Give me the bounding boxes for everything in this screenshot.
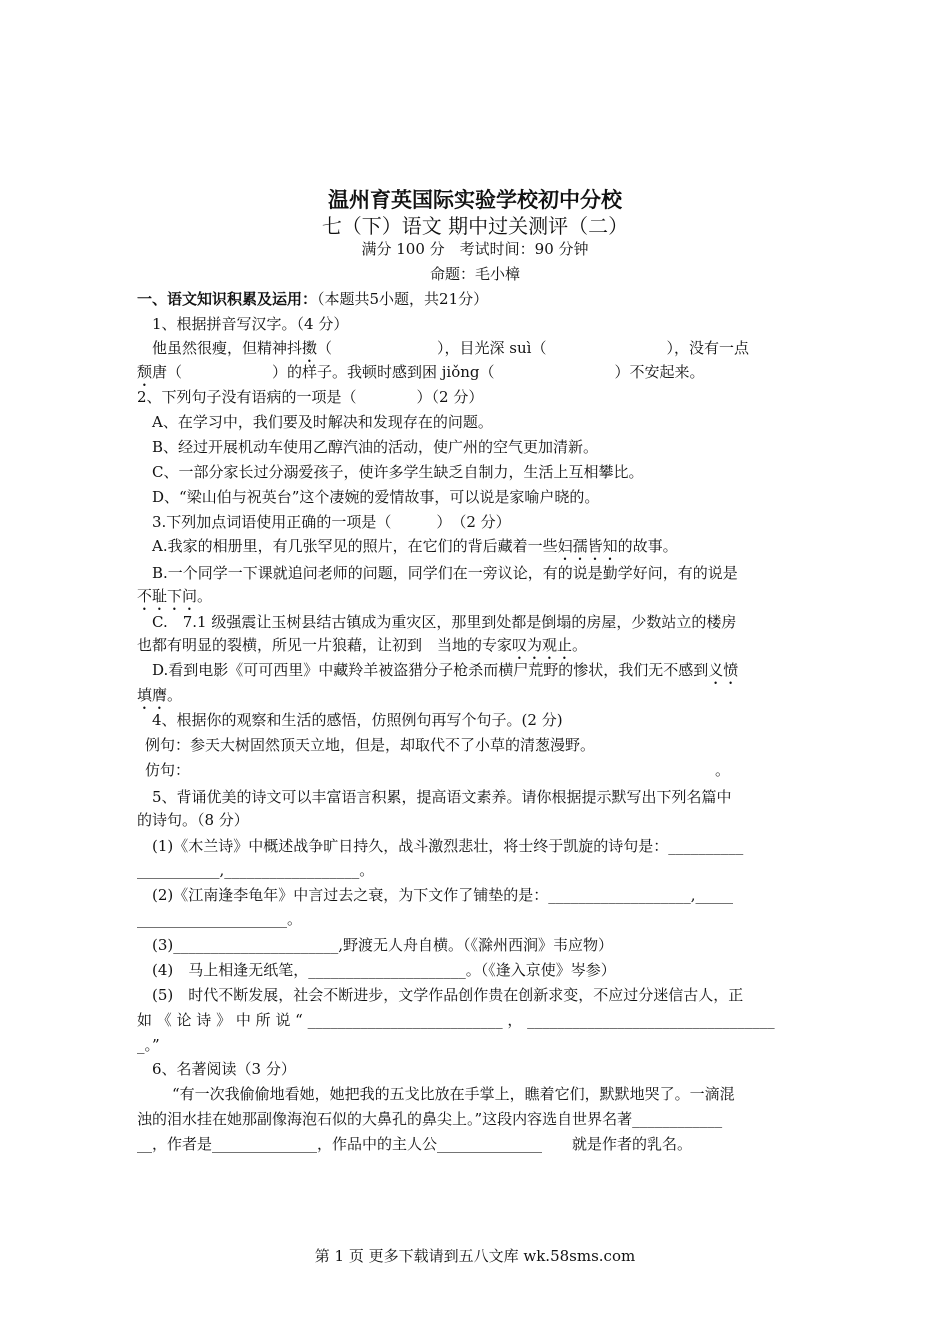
- q3-option-d-line1: [152, 660, 738, 688]
- school-title: 温州育英国际实验学校初中分校: [328, 187, 622, 212]
- exam-meta: 满分 100 分 考试时间：90 分钟: [361, 240, 589, 258]
- q3-option-c-line2: [137, 635, 587, 663]
- q3-option-b-line2: [137, 586, 212, 614]
- q4-stem: 4、根据你的观察和生活的感悟，仿照例句再写个句子。(2 分): [152, 711, 563, 729]
- q5-poem2-line1: (2)《江南逢李龟年》中言过去之衰，为下文作了铺垫的是：___________________,_____: [152, 886, 734, 904]
- q5-poem5-line3: _。”: [137, 1036, 160, 1054]
- q1-line2: [137, 362, 705, 390]
- q3-b-part2: 。: [197, 587, 213, 605]
- q5-stem-line1: 5、背诵优美的诗文可以丰富语言积累，提高语文素养。请你根据提示默写出下列名篇中: [152, 788, 732, 806]
- q5-poem1-line1: (1)《木兰诗》中概述战争旷日持久，战斗激烈悲壮，将士终于凯旋的诗句是：__________: [152, 837, 744, 855]
- q6-passage-line1: “有一次我偷偷地看她，她把我的五戈比放在手掌上，瞧着它们，默默地哭了。一滴混: [172, 1085, 735, 1103]
- q2-option-a: A、在学习中，我们要及时解决和发现存在的问题。: [152, 413, 493, 431]
- q2-option-b: B、经过开展机动车使用乙醇汽油的活动，使广州的空气更加清新。: [152, 438, 599, 456]
- exam-title: 七（下）语文 期中过关测评（二）: [321, 214, 629, 238]
- q3-c-dotted: 叹为观止: [512, 636, 573, 654]
- q2-option-d: D、“梁山伯与祝英台”这个凄婉的爱情故事，可以说是家喻户晓的。: [152, 488, 600, 506]
- q3-stem: 3.下列加点词语使用正确的一项是（ ） （2 分）: [152, 513, 511, 531]
- q3-option-c-line1: C. 7.1 级强震让玉树县结古镇成为重灾区，那里到处都是倒塌的房屋，少数站立的楼房: [152, 613, 737, 631]
- q3-option-d-line2: [137, 685, 182, 713]
- q3-d-dotted-2: 填膺: [137, 686, 168, 704]
- q1-stem: 1、根据拼音写汉字。（4 分）: [152, 315, 349, 333]
- q1-dotted-char-2: 颓: [137, 363, 153, 381]
- q6-passage-line3: __，作者是______________，作品中的主人公______________ 就是作者的乳名。: [137, 1135, 693, 1153]
- q3-d-part1: D.看到电影《可可西里》中藏羚羊被盗猎分子枪杀而横尸荒野的惨状，我们无不感到: [152, 661, 709, 679]
- q2-stem: 2、下列句子没有语病的一项是（ ）（2 分）: [137, 388, 484, 406]
- q3-d-part2: 。: [167, 686, 183, 704]
- q4-imitate-end: 。: [715, 761, 731, 779]
- q1-dotted-char-1: 擞: [302, 339, 318, 357]
- q5-stem-line2: 的诗句。（8 分）: [137, 811, 249, 829]
- section-heading-text: 一、语文知识积累及运用：: [137, 290, 318, 308]
- q4-example: 例句：参天大树固然顶天立地，但是，却取代不了小草的清葱漫野。: [145, 736, 596, 754]
- q3-c-part3: 。: [572, 636, 588, 654]
- q6-passage-line2: 浊的泪水挂在她那副像海泡石似的大鼻孔的鼻尖上。”这段内容选自世界名著____________: [137, 1110, 723, 1128]
- q3-a-part2: 的故事。: [617, 537, 678, 555]
- q1-line1b: （ ），目光深 suì（ ），没有一点: [317, 339, 749, 357]
- q3-d-dotted-1: 义愤: [708, 661, 739, 679]
- q6-stem: 6、名著阅读（3 分）: [152, 1060, 296, 1078]
- q5-poem4: (4) 马上相逢无纸笔，_____________________。（《逢入京使》岑参）: [152, 961, 616, 979]
- q5-poem2-line2: ____________________。: [137, 910, 303, 928]
- section-note: （本题共5小题，共21分）: [317, 290, 489, 308]
- q3-b-dotted: 不耻下问: [137, 587, 198, 605]
- section-heading: [137, 289, 488, 309]
- q3-option-b-line1: B.一个同学一下课就追问老师的问题，同学们在一旁议论，有的说是勤学好问，有的说是: [152, 564, 738, 582]
- q5-poem5-line1: (5) 时代不断发展，社会不断进步，文学作品创作贵在创新求变，不应过分迷信古人，正: [152, 986, 744, 1004]
- exam-author: 命题：毛小樟: [429, 265, 520, 283]
- q2-option-c: C、一部分家长过分溺爱孩子，使许多学生缺乏自制力，生活上互相攀比。: [152, 463, 644, 481]
- q3-a-part1: A.我家的相册里，有几张罕见的照片，在它们的背后藏着一些: [152, 537, 558, 555]
- q3-option-a: [152, 536, 678, 564]
- page-footer: 第 1 页 更多下载请到五八文库 wk.58sms.com: [314, 1247, 636, 1265]
- q5-poem1-line2: ___________,__________________。: [137, 861, 375, 879]
- q3-a-dotted: 妇孺皆知: [557, 537, 618, 555]
- q1-line2b: 唐（ ）的样子。我顿时感到困 jiǒng（ ）不安起来。: [152, 363, 705, 381]
- q5-poem3: (3)______________________,野渡无人舟自横。（《滁州西涧》韦应物）: [152, 936, 614, 954]
- q5-poem5-line2: 如 《 论 诗 》 中 所 说 “ __________________________ ， _________________________________: [137, 1011, 775, 1029]
- q1-line1a: 他虽然很瘦，但精神抖: [152, 339, 303, 357]
- q3-c-part2: 也都有明显的裂横，所见一片狼藉，让初到 当地的专家: [137, 636, 513, 654]
- q4-imitate-label: 仿句：: [145, 761, 191, 779]
